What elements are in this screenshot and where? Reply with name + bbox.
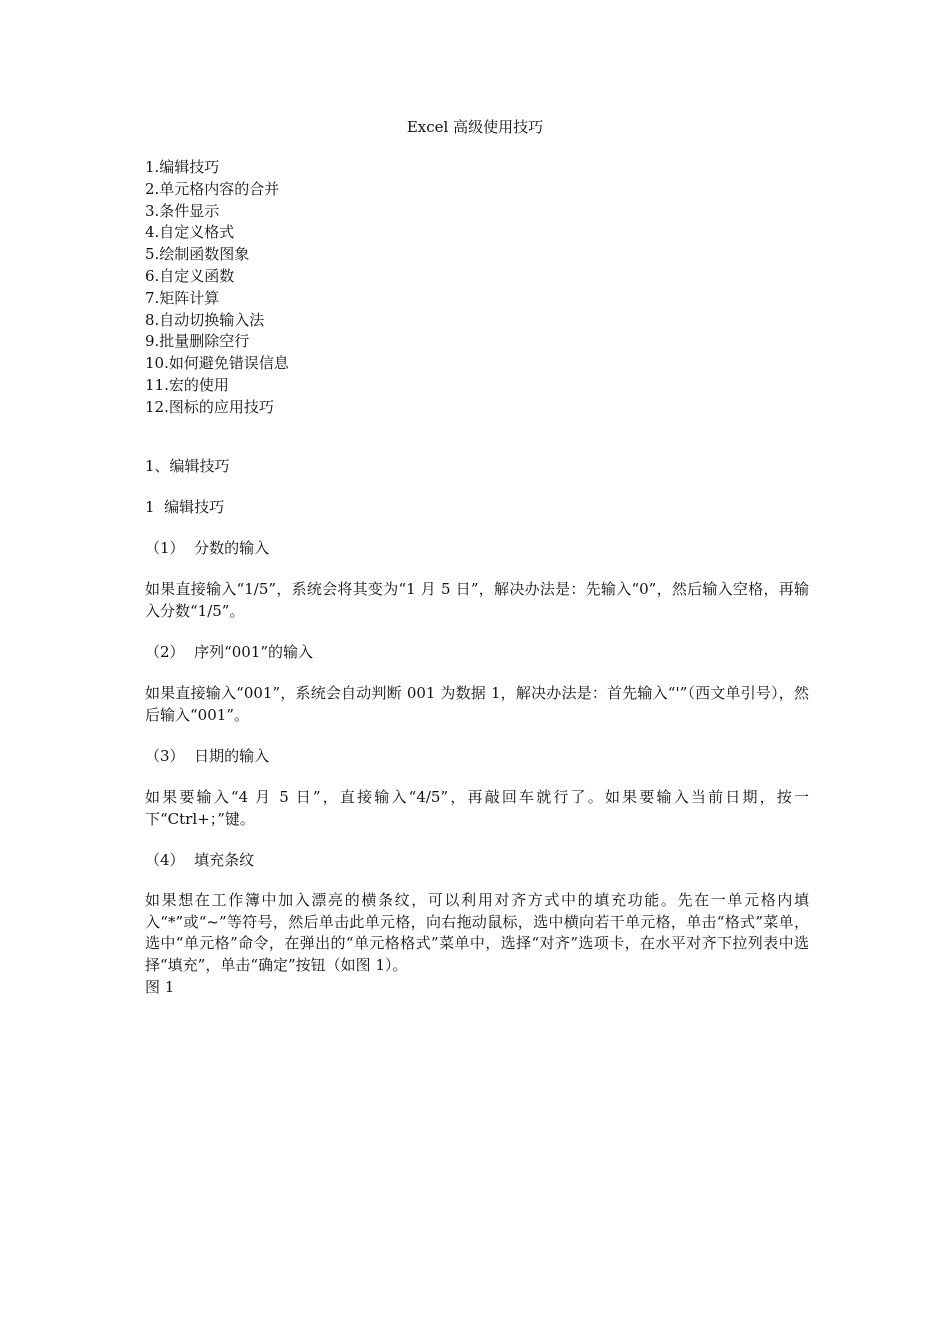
item-body-date: 如果要输入“4 月 5 日”，直接输入“4/5”，再敲回车就行了。如果要输入当前日期，按一下“Ctrl+；”键。 (145, 788, 809, 828)
toc-item: 5.绘制函数图象 (145, 245, 250, 264)
figure-caption: 图 1 (145, 978, 175, 996)
toc-item: 12.图标的应用技巧 (145, 397, 274, 416)
toc-item: 7.矩阵计算 (145, 288, 220, 307)
toc-item: 6.自定义函数 (145, 266, 235, 285)
toc-item: 9.批量删除空行 (145, 332, 250, 351)
toc-item: 10.如何避免错误信息 (145, 354, 289, 373)
toc-item: 8.自动切换输入法 (145, 310, 265, 329)
toc-item: 11.宏的使用 (145, 375, 229, 394)
item-heading-fraction: （1） 分数的输入 (145, 539, 270, 557)
document-title: Excel 高级使用技巧 (406, 118, 544, 136)
item-heading-stripes: （4） 填充条纹 (145, 851, 255, 869)
subsection-heading: 1 编辑技巧 (145, 498, 225, 516)
toc-item: 1.编辑技巧 (145, 158, 220, 176)
item-body-fraction: 如果直接输入“1/5”，系统会将其变为“1 月 5 日”，解决办法是：先输入“0”，然后输入空格，再输入分数“1/5”。 (145, 580, 809, 620)
section-heading: 1、编辑技巧 (145, 457, 230, 475)
item-body-stripes: 如果想在工作簿中加入漂亮的横条纹，可以利用对齐方式中的填充功能。先在一单元格内填入“*”或“~”等符号，然后单击此单元格，向右拖动鼠标，选中横向若干单元格，单击“格式”菜单，选中“单元格”命令，在弹出的“单元格格式”菜单中，选择“对齐”选项卡，在水平对齐下拉列表中选择“填充”，单击“确定”按钮（如图 1）。 (145, 891, 809, 974)
table-of-contents (145, 157, 289, 419)
toc-item: 3.条件显示 (145, 201, 220, 220)
item-heading-sequence: （2） 序列“001”的输入 (145, 643, 314, 661)
toc-item: 4.自定义格式 (145, 223, 235, 242)
item-body-sequence: 如果直接输入“001”，系统会自动判断 001 为数据 1，解决办法是：首先输入“'”（西文单引号），然后输入“001”。 (145, 684, 809, 724)
item-heading-date: （3） 日期的输入 (145, 747, 270, 765)
toc-item: 2.单元格内容的合并 (145, 179, 280, 198)
